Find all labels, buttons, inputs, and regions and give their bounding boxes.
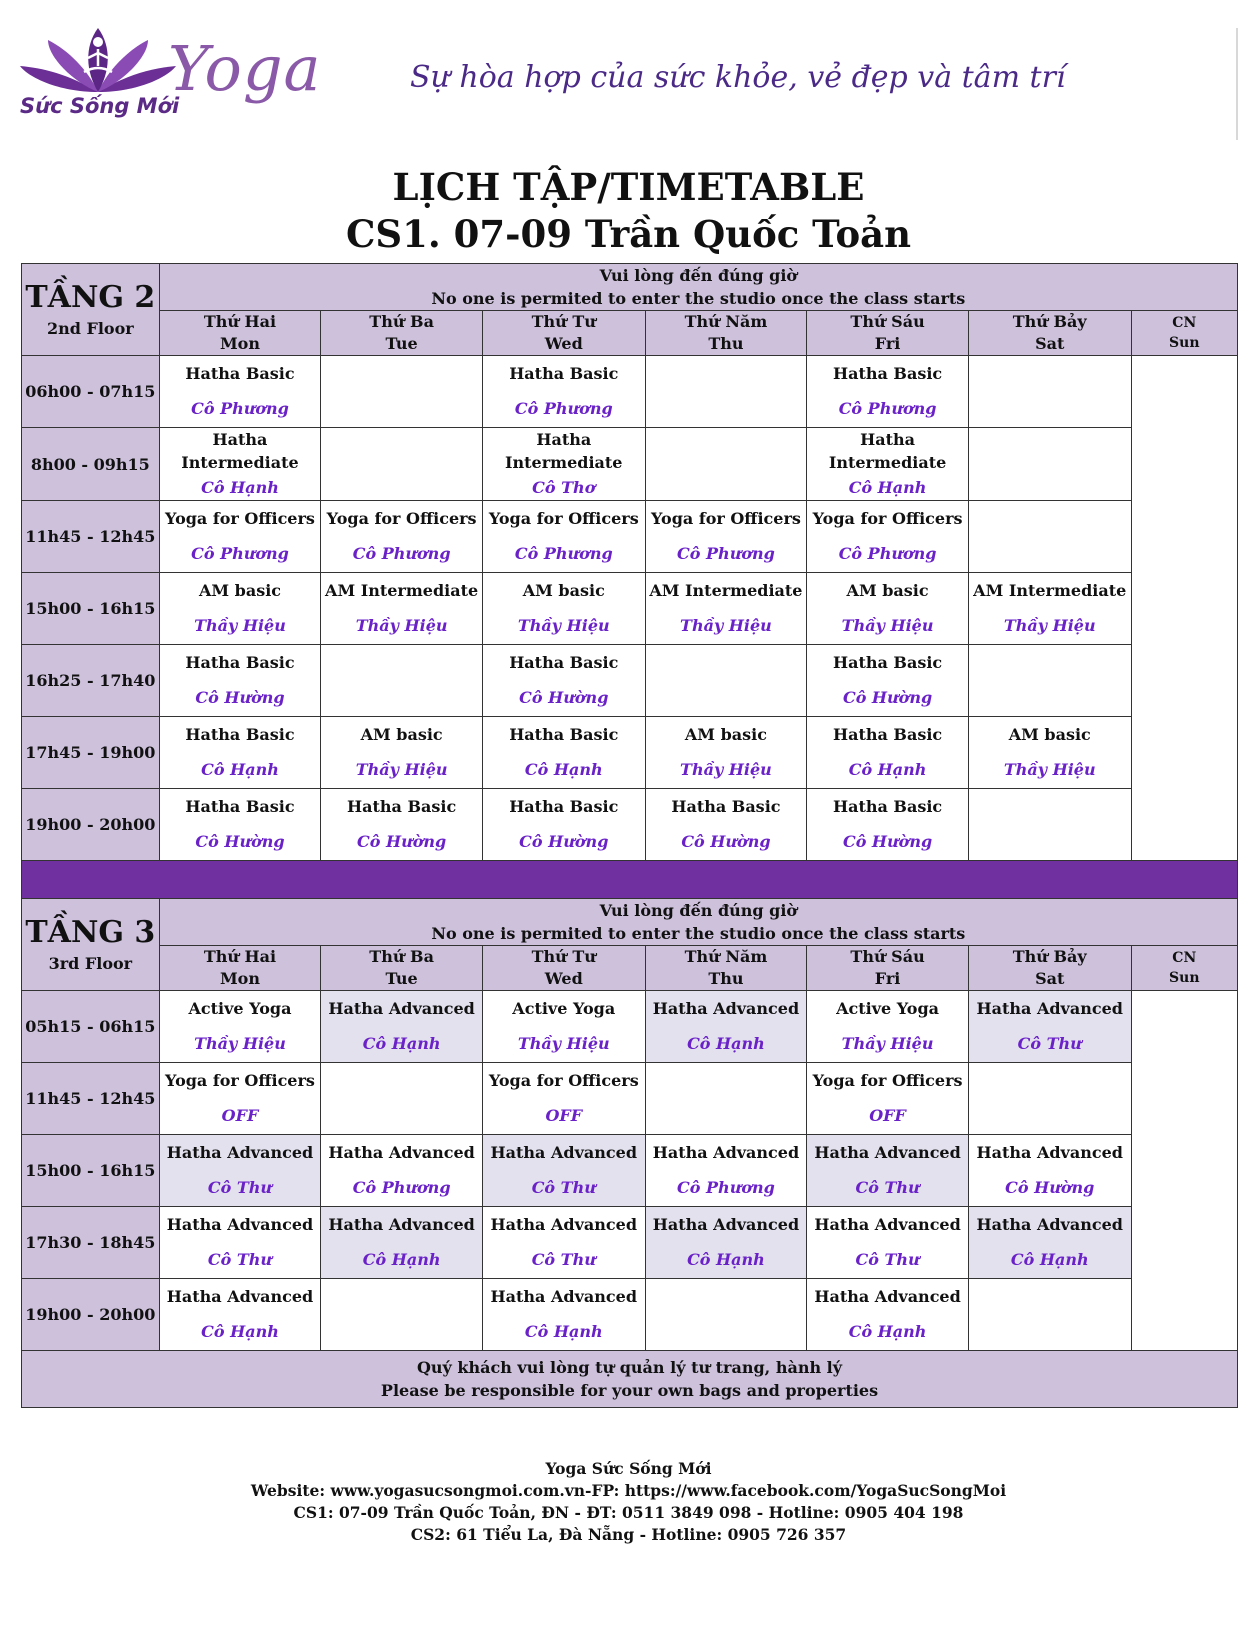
class-name: Yoga for Officers: [488, 1071, 639, 1090]
teacher-name: Thầy Hiệu: [841, 1034, 934, 1053]
day-header: [482, 946, 645, 991]
day-name-vn: Thứ Hai: [203, 312, 277, 331]
time-slot: 11h45 - 12h45: [22, 1063, 160, 1135]
day-name-en: Wed: [544, 969, 583, 988]
class-cell: [482, 356, 645, 428]
empty-cell: [968, 501, 1131, 573]
floor-name: TẦNG 2: [25, 280, 156, 315]
class-cell: [645, 991, 807, 1063]
class-name: Hatha Basic: [185, 364, 295, 383]
teacher-name: Cô Hạnh: [1010, 1250, 1089, 1269]
teacher-name: Cô Hạnh: [201, 478, 279, 497]
class-name: Hatha Advanced: [166, 1287, 314, 1306]
teacher-name: Cô Hạnh: [848, 478, 927, 497]
class-cell: [321, 789, 483, 861]
class-name: Hatha Basic: [832, 364, 943, 383]
class-cell: [645, 573, 807, 645]
class-cell: [807, 1207, 969, 1279]
empty-cell: [968, 1063, 1131, 1135]
empty-cell: [968, 1279, 1131, 1351]
day-name-vn: Thứ Hai: [203, 947, 277, 966]
logo-word: Yoga: [168, 32, 322, 105]
class-name: Hatha Intermediate: [828, 430, 947, 472]
class-cell: [645, 789, 807, 861]
class-name: Hatha Intermediate: [505, 430, 623, 472]
class-cell: [321, 1207, 483, 1279]
floor-table: [21, 263, 1238, 905]
day-name-vn: Thứ Bảy: [1012, 947, 1087, 966]
footer-cs1-contact: CS1: 07-09 Trần Quốc Toản, ĐN - ĐT: 0511 3849 098 - Hotline: 0905 404 198: [293, 1503, 964, 1522]
teacher-name: Cô Thư: [1017, 1034, 1082, 1053]
class-name: Hatha Basic: [185, 797, 295, 816]
class-name: Hatha Basic: [832, 797, 943, 816]
studio-notice: [159, 264, 1237, 311]
table-row: [22, 717, 1238, 789]
teacher-name: Cô Hạnh: [848, 760, 927, 779]
day-name-vn: Thứ Sáu: [850, 947, 925, 966]
teacher-name: Cô Hạnh: [362, 1250, 441, 1269]
day-header: [1131, 946, 1237, 991]
teacher-name: Cô Phương: [191, 399, 289, 418]
class-name: AM basic: [846, 581, 929, 600]
class-cell: [321, 717, 483, 789]
teacher-name: Cô Hạnh: [524, 1322, 603, 1341]
class-name: Hatha Advanced: [166, 1143, 314, 1162]
divider: [1236, 28, 1238, 140]
time-slot: 17h30 - 18h45: [22, 1207, 160, 1279]
floor-name: TẦNG 3: [25, 915, 156, 950]
teacher-name: Cô Phương: [677, 1178, 775, 1197]
footer-website: Website: www.yogasucsongmoi.com.vn-FP: https://www.facebook.com/YogaSucSongMoi: [250, 1481, 1007, 1500]
empty-cell: [968, 645, 1131, 717]
day-header: [159, 946, 321, 991]
floor-table: [21, 898, 1238, 1408]
floor-name-en: 2nd Floor: [46, 319, 134, 338]
empty-cell: [321, 356, 483, 428]
teacher-name: OFF: [221, 1106, 259, 1125]
teacher-name: Thầy Hiệu: [194, 1034, 286, 1053]
table-row: [22, 501, 1238, 573]
teacher-name: Cô Hạnh: [687, 1034, 765, 1053]
teacher-name: Cô Hường: [1005, 1178, 1095, 1197]
teacher-name: Cô Hạnh: [201, 760, 279, 779]
class-name: Active Yoga: [512, 999, 616, 1018]
class-name: Active Yoga: [188, 999, 292, 1018]
class-cell: [159, 356, 321, 428]
day-header: [482, 311, 645, 356]
class-name: Hatha Advanced: [814, 1287, 961, 1306]
class-cell: [482, 1135, 645, 1207]
empty-cell: [321, 1063, 483, 1135]
notice-en: No one is permited to enter the studio once the class starts: [431, 289, 966, 308]
class-name: Hatha Advanced: [490, 1215, 637, 1234]
class-cell: [968, 1135, 1131, 1207]
day-header: [321, 311, 483, 356]
class-cell: [159, 645, 321, 717]
class-name: AM Intermediate: [325, 581, 479, 600]
time-slot: 19h00 - 20h00: [22, 1279, 160, 1351]
class-name: Hatha Basic: [509, 797, 619, 816]
teacher-name: Cô Phương: [514, 399, 613, 418]
teacher-name: Cô Hường: [681, 832, 771, 851]
day-header: [645, 946, 807, 991]
class-cell: [159, 1135, 321, 1207]
time-slot: 05h15 - 06h15: [22, 991, 160, 1063]
class-name: Hatha Advanced: [166, 1215, 314, 1234]
teacher-name: Cô Thư: [531, 1250, 596, 1269]
class-cell: [807, 573, 969, 645]
class-cell: [807, 789, 969, 861]
class-cell: [482, 1279, 645, 1351]
class-name: Yoga for Officers: [326, 509, 477, 528]
teacher-name: Cô Phương: [352, 1178, 451, 1197]
class-cell: [159, 501, 321, 573]
empty-cell: [321, 1279, 483, 1351]
day-header: [645, 311, 807, 356]
day-name-en: Sat: [1035, 334, 1065, 353]
class-name: AM Intermediate: [973, 581, 1127, 600]
class-cell: [807, 501, 969, 573]
day-name-vn: Thứ Năm: [684, 947, 768, 966]
table-row: [22, 356, 1238, 428]
class-cell: [968, 991, 1131, 1063]
logo-brand: Sức Sống Mới: [20, 94, 180, 118]
class-name: Hatha Advanced: [328, 1143, 475, 1162]
day-name-en: Wed: [544, 334, 583, 353]
class-cell: [645, 501, 807, 573]
class-cell: [321, 991, 483, 1063]
teacher-name: Thầy Hiệu: [355, 760, 448, 779]
class-cell: [159, 1063, 321, 1135]
class-cell: [482, 645, 645, 717]
class-name: Hatha Intermediate: [181, 430, 299, 472]
time-slot: 17h45 - 19h00: [22, 717, 160, 789]
class-cell: [321, 573, 483, 645]
class-name: Hatha Basic: [509, 364, 619, 383]
page-title: LỊCH TẬP/TIMETABLE: [392, 165, 865, 209]
class-cell: [968, 573, 1131, 645]
time-slot: 19h00 - 20h00: [22, 789, 160, 861]
teacher-name: Thầy Hiệu: [680, 760, 772, 779]
belongings-notice-en: Please be responsible for your own bags and properties: [380, 1381, 879, 1400]
class-name: AM basic: [522, 581, 605, 600]
class-cell: [645, 717, 807, 789]
empty-cell: [321, 645, 483, 717]
table-row: [22, 645, 1238, 717]
teacher-name: Cô Hạnh: [524, 760, 603, 779]
class-cell: [482, 991, 645, 1063]
belongings-notice: [22, 1351, 1238, 1408]
class-name: Hatha Basic: [832, 725, 943, 744]
day-name-en: Tue: [385, 334, 418, 353]
class-name: Hatha Basic: [832, 653, 943, 672]
day-name-vn: Thứ Tư: [531, 947, 596, 966]
time-slot: 15h00 - 16h15: [22, 573, 160, 645]
day-name-vn: Thứ Sáu: [850, 312, 925, 331]
day-name-vn: Thứ Ba: [369, 312, 434, 331]
teacher-name: Cô Hường: [195, 832, 285, 851]
class-cell: [807, 717, 969, 789]
day-header: [159, 311, 321, 356]
class-cell: [807, 356, 969, 428]
floor-label: [22, 899, 160, 991]
day-name-en: Mon: [219, 969, 260, 988]
class-name: Hatha Advanced: [652, 999, 800, 1018]
teacher-name: Cô Hạnh: [687, 1250, 765, 1269]
class-name: Hatha Basic: [509, 653, 619, 672]
class-name: AM basic: [198, 581, 282, 600]
teacher-name: Cô Phương: [838, 399, 937, 418]
class-name: Hatha Basic: [347, 797, 457, 816]
class-name: Hatha Advanced: [490, 1287, 637, 1306]
class-name: Yoga for Officers: [812, 1071, 963, 1090]
class-name: Hatha Basic: [185, 725, 295, 744]
day-name-vn: CN: [1172, 950, 1197, 966]
class-name: Hatha Advanced: [652, 1143, 800, 1162]
teacher-name: Cô Hường: [519, 832, 609, 851]
class-name: AM basic: [360, 725, 443, 744]
teacher-name: Cô Phương: [514, 544, 613, 563]
class-name: Yoga for Officers: [165, 509, 315, 528]
class-cell: [807, 645, 969, 717]
teacher-name: OFF: [869, 1106, 906, 1125]
time-slot: 8h00 - 09h15: [22, 428, 160, 501]
empty-cell: [968, 428, 1131, 501]
class-cell: [159, 428, 321, 501]
class-name: Hatha Advanced: [976, 1143, 1123, 1162]
teacher-name: Cô Hường: [519, 688, 609, 707]
belongings-notice-vn: Quý khách vui lòng tự quản lý tư trang, hành lý: [416, 1358, 843, 1377]
class-cell: [645, 1135, 807, 1207]
class-cell: [159, 1207, 321, 1279]
teacher-name: Cô Hường: [842, 688, 933, 707]
day-header: [321, 946, 483, 991]
empty-cell: [645, 1063, 807, 1135]
class-name: Hatha Advanced: [814, 1143, 961, 1162]
teacher-name: Cô Phương: [838, 544, 937, 563]
class-cell: [807, 1135, 969, 1207]
class-name: Hatha Advanced: [490, 1143, 637, 1162]
empty-cell: [645, 356, 807, 428]
class-name: Hatha Advanced: [328, 999, 475, 1018]
class-cell: [321, 1135, 483, 1207]
class-cell: [159, 789, 321, 861]
teacher-name: Cô Thư: [207, 1250, 273, 1269]
empty-cell: [968, 789, 1131, 861]
table-row: [22, 789, 1238, 861]
day-header: [807, 311, 969, 356]
empty-cell: [321, 428, 483, 501]
class-cell: [482, 573, 645, 645]
class-name: Hatha Basic: [509, 725, 619, 744]
day-name-en: Sun: [1169, 970, 1200, 986]
teacher-name: Cô Thư: [531, 1178, 596, 1197]
class-name: Yoga for Officers: [165, 1071, 315, 1090]
notice-vn: Vui lòng đến đúng giờ: [599, 901, 798, 920]
teacher-name: Cô Thư: [855, 1250, 920, 1269]
lotus-meditation-icon: [18, 22, 178, 102]
class-cell: [159, 991, 321, 1063]
day-header: [968, 311, 1131, 356]
teacher-name: Thầy Hiệu: [1003, 760, 1096, 779]
logo: [18, 22, 322, 132]
class-cell: [482, 1063, 645, 1135]
empty-cell: [645, 428, 807, 501]
teacher-name: Cô Hường: [195, 688, 285, 707]
teacher-name: Cô Thơ: [532, 478, 596, 497]
teacher-name: Cô Hường: [842, 832, 933, 851]
teacher-name: Cô Hường: [357, 832, 447, 851]
empty-cell: [968, 356, 1131, 428]
class-name: AM Intermediate: [649, 581, 803, 600]
teacher-name: Cô Hạnh: [362, 1034, 441, 1053]
day-name-vn: Thứ Năm: [684, 312, 768, 331]
teacher-name: Cô Phương: [352, 544, 451, 563]
class-cell: [321, 501, 483, 573]
table-row: [22, 991, 1238, 1063]
teacher-name: Thầy Hiệu: [841, 616, 934, 635]
time-slot: 06h00 - 07h15: [22, 356, 160, 428]
class-cell: [807, 1063, 969, 1135]
class-cell: [807, 428, 969, 501]
sunday-column: [1131, 356, 1237, 861]
class-cell: [159, 717, 321, 789]
teacher-name: Thầy Hiệu: [517, 1034, 610, 1053]
table-row: [22, 1135, 1238, 1207]
sunday-column: [1131, 991, 1237, 1351]
table-row: [22, 1279, 1238, 1351]
teacher-name: OFF: [545, 1106, 583, 1125]
teacher-name: Thầy Hiệu: [517, 616, 610, 635]
class-cell: [482, 717, 645, 789]
day-name-en: Fri: [874, 334, 901, 353]
day-header: [1131, 311, 1237, 356]
day-name-en: Sat: [1035, 969, 1065, 988]
page-subtitle: CS1. 07-09 Trần Quốc Toản: [345, 212, 912, 256]
class-name: Yoga for Officers: [488, 509, 639, 528]
teacher-name: Thầy Hiệu: [680, 616, 772, 635]
class-cell: [807, 991, 969, 1063]
teacher-name: Cô Phương: [677, 544, 775, 563]
day-name-vn: Thứ Bảy: [1012, 312, 1087, 331]
floor-label: [22, 264, 160, 356]
class-cell: [807, 1279, 969, 1351]
tagline: Sự hòa hợp của sức khỏe, vẻ đẹp và tâm trí: [410, 60, 1066, 95]
day-header: [807, 946, 969, 991]
floor-name-en: 3rd Floor: [48, 954, 133, 973]
class-name: Hatha Advanced: [328, 1215, 475, 1234]
class-name: AM basic: [684, 725, 767, 744]
class-name: Yoga for Officers: [812, 509, 963, 528]
class-cell: [482, 789, 645, 861]
table-row: [22, 573, 1238, 645]
teacher-name: Thầy Hiệu: [355, 616, 448, 635]
teacher-name: Cô Thư: [855, 1178, 920, 1197]
table-row: [22, 1063, 1238, 1135]
day-name-vn: Thứ Ba: [369, 947, 434, 966]
teacher-name: Thầy Hiệu: [1003, 616, 1096, 635]
class-name: Hatha Basic: [185, 653, 295, 672]
day-name-en: Fri: [874, 969, 901, 988]
class-cell: [482, 501, 645, 573]
time-slot: 15h00 - 16h15: [22, 1135, 160, 1207]
class-cell: [968, 717, 1131, 789]
footer-brand: Yoga Sức Sống Mới: [545, 1459, 712, 1478]
class-name: Hatha Basic: [671, 797, 781, 816]
studio-notice: [159, 899, 1237, 946]
teacher-name: Cô Thư: [207, 1178, 273, 1197]
footer: [0, 1458, 1257, 1546]
day-header: [968, 946, 1131, 991]
notice-vn: Vui lòng đến đúng giờ: [599, 266, 798, 285]
class-cell: [645, 1207, 807, 1279]
footer-cs2-contact: CS2: 61 Tiểu La, Đà Nẵng - Hotline: 0905 726 357: [410, 1525, 847, 1544]
day-name-en: Thu: [708, 334, 744, 353]
class-name: Hatha Advanced: [814, 1215, 961, 1234]
day-name-vn: CN: [1172, 315, 1197, 331]
day-name-en: Thu: [708, 969, 744, 988]
day-name-en: Mon: [219, 334, 260, 353]
day-name-en: Tue: [385, 969, 418, 988]
empty-cell: [645, 1279, 807, 1351]
class-name: Hatha Advanced: [976, 1215, 1123, 1234]
day-name-vn: Thứ Tư: [531, 312, 596, 331]
class-cell: [159, 1279, 321, 1351]
teacher-name: Cô Hạnh: [848, 1322, 927, 1341]
empty-cell: [645, 645, 807, 717]
teacher-name: Cô Hạnh: [201, 1322, 279, 1341]
class-cell: [968, 1207, 1131, 1279]
table-row: [22, 1207, 1238, 1279]
class-name: Yoga for Officers: [650, 509, 801, 528]
class-name: AM basic: [1008, 725, 1091, 744]
notice-en: No one is permited to enter the studio once the class starts: [431, 924, 966, 943]
time-slot: 11h45 - 12h45: [22, 501, 160, 573]
class-cell: [482, 1207, 645, 1279]
day-name-en: Sun: [1169, 335, 1200, 351]
class-name: Active Yoga: [836, 999, 940, 1018]
time-slot: 16h25 - 17h40: [22, 645, 160, 717]
class-name: Hatha Advanced: [976, 999, 1123, 1018]
teacher-name: Thầy Hiệu: [194, 616, 286, 635]
class-cell: [159, 573, 321, 645]
table-row: [22, 428, 1238, 501]
class-cell: [482, 428, 645, 501]
teacher-name: Cô Phương: [191, 544, 289, 563]
class-name: Hatha Advanced: [652, 1215, 800, 1234]
